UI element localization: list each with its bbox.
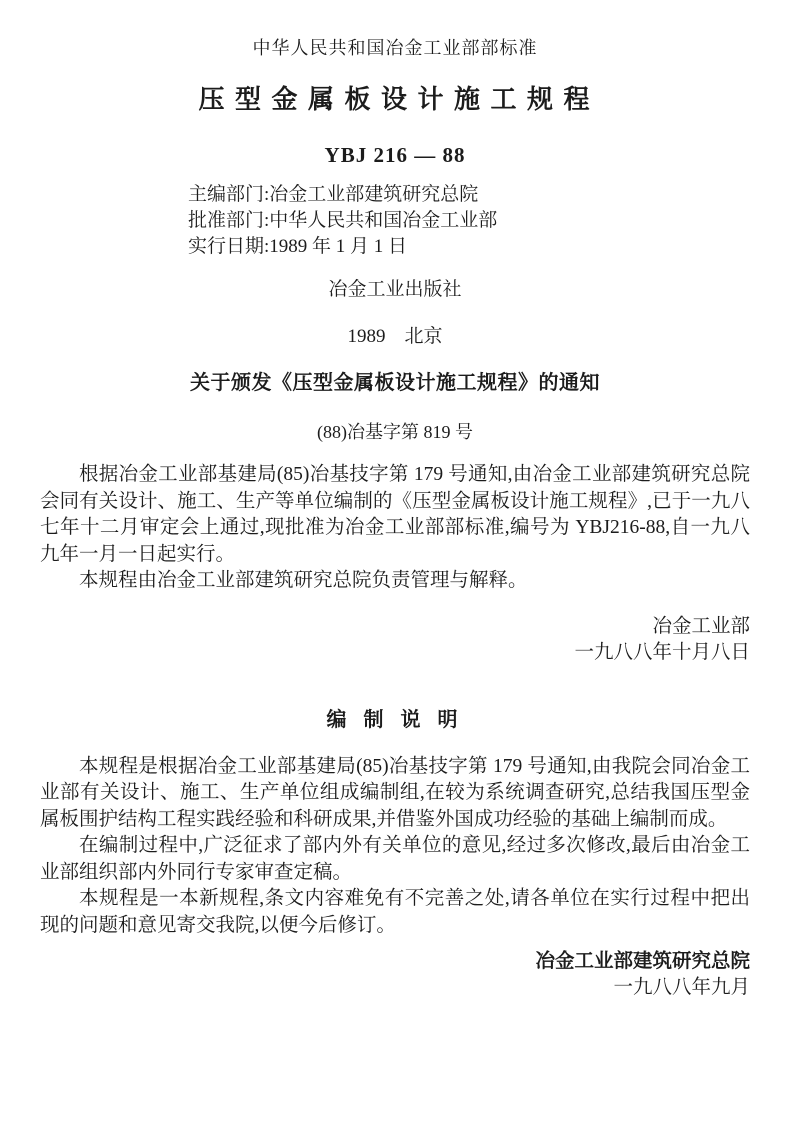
compilation-signature: 冶金工业部建筑研究总院 bbox=[535, 951, 750, 972]
notice-signature-date: 一九八八年十月八日 bbox=[574, 641, 750, 663]
notice-document-number: (88)冶基字第 819 号 bbox=[317, 422, 473, 442]
compilation-notes-title: 编 制 说 明 bbox=[326, 708, 464, 731]
chief-editor-line: 主编部门:冶金工业部建筑研究总院 bbox=[188, 184, 479, 205]
notice-title: 关于颁发《压型金属板设计施工规程》的通知 bbox=[190, 372, 600, 394]
compilation-signature-date: 一九八八年九月 bbox=[613, 977, 750, 998]
notice-paragraph: 根据冶金工业部基建局(85)冶基技字第 179 号通知,由冶金工业部建筑研究总院会同有关设计、施工、生产等单位编制的《压型金属板设计施工规程》,已于一九八七年十二月审定会上通过,现批准为冶金工业部部标准,编号为 YBJ216-88,自一九八九年一月一日起实行。 bbox=[40, 464, 750, 565]
notice-signature-block bbox=[40, 614, 750, 666]
compilation-signature-block bbox=[40, 949, 750, 1001]
notice-paragraph: 本规程由冶金工业部建筑研究总院负责管理与解释。 bbox=[79, 570, 528, 591]
notice-body bbox=[40, 462, 750, 595]
standard-authority-header: 中华人民共和国冶金工业部部标准 bbox=[252, 38, 538, 58]
standard-number: YBJ 216 — 88 bbox=[324, 143, 466, 167]
approver-line: 批准部门:中华人民共和国冶金工业部 bbox=[188, 210, 498, 231]
notice-signature: 冶金工业部 bbox=[652, 615, 750, 637]
publication-info-block bbox=[188, 182, 750, 260]
compilation-paragraph: 本规程是一本新规程,条文内容难免有不完善之处,请各单位在实行过程中把出现的问题和意见寄交我院,以便今后修订。 bbox=[40, 888, 750, 936]
effective-date-line: 实行日期:1989 年 1 月 1 日 bbox=[188, 236, 408, 257]
publication-year-city: 1989 北京 bbox=[347, 326, 443, 347]
publisher-name: 冶金工业出版社 bbox=[328, 279, 462, 300]
compilation-paragraph: 本规程是根据冶金工业部基建局(85)冶基技字第 179 号通知,由我院会同冶金工业部有关设计、施工、生产单位组成编制组,在较为系统调查研究,总结我国压型金属板围护结构工程实践经验和科研成果,并借鉴外国成功经验的基础上编制而成。 bbox=[40, 755, 750, 830]
compilation-paragraph: 在编制过程中,广泛征求了部内外有关单位的意见,经过多次修改,最后由冶金工业部组织部内外同行专家审查定稿。 bbox=[40, 835, 750, 883]
compilation-body bbox=[40, 754, 750, 940]
document-title: 压 型 金 属 板 设 计 施 工 规 程 bbox=[198, 85, 592, 114]
